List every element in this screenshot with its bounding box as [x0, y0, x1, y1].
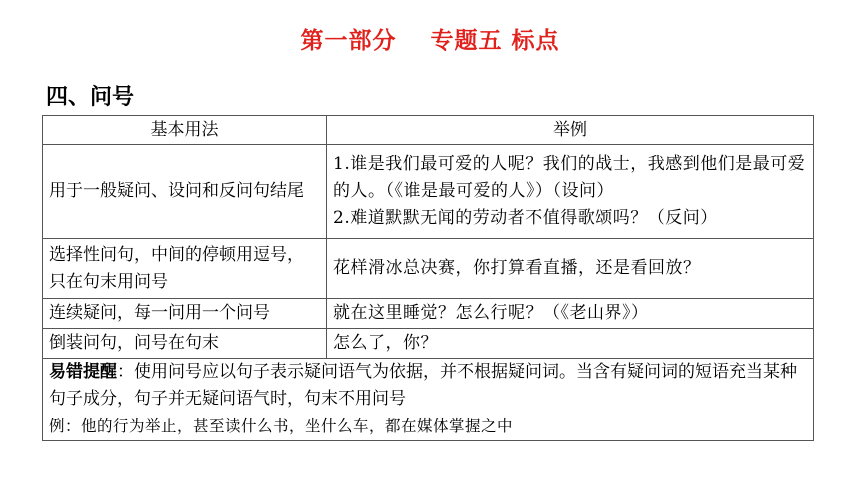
usage-cell: 选择性问句，中间的停顿用逗号，只在句末用问号: [43, 239, 327, 299]
column-header-example: 举例: [327, 116, 814, 145]
table-row: [43, 299, 814, 329]
example-cell: [327, 145, 814, 239]
title-part: 第一部分: [300, 28, 397, 54]
table-row: [43, 239, 814, 299]
page-title: [0, 22, 860, 55]
column-header-usage: 基本用法: [43, 116, 327, 145]
example-cell: 就在这里睡觉？怎么行呢？（《老山界》）: [327, 299, 814, 329]
table-row: [43, 329, 814, 359]
example-cell: 花样滑冰总决赛，你打算看直播，还是看回放？: [327, 239, 814, 299]
section-heading: 四、问号: [46, 85, 135, 110]
note-example: 例：他的行为举止，甚至读什么书，坐什么车，都在媒体掌握之中: [49, 417, 514, 435]
example-cell: 怎么了，你？: [327, 329, 814, 359]
example-line: 2.难道默默无闻的劳动者不值得歌颂吗？（反问）: [333, 208, 718, 228]
note-label: 易错提醒: [49, 362, 117, 382]
note-row: [43, 359, 814, 441]
table-header-row: [43, 116, 814, 145]
usage-table: [42, 115, 814, 441]
usage-cell: 连续疑问，每一问用一个问号: [43, 299, 327, 329]
usage-cell: 用于一般疑问、设问和反问句结尾: [43, 145, 327, 239]
note-text: [49, 359, 807, 413]
note-body: ：使用问号应以句子表示疑问语气为依据，并不根据疑问词。当含有疑问词的短语充当某种句子成分，句子并无疑问语气时，句末不用问号: [49, 362, 797, 409]
usage-cell: 倒装问句，问号在句末: [43, 329, 327, 359]
table-row: [43, 145, 814, 239]
note-cell: [43, 359, 814, 441]
title-topic: 专题五 标点: [430, 28, 560, 54]
example-line: 1.谁是我们最可爱的人呢？我们的战士，我感到他们是最可爱的人。（《谁是最可爱的人》）（设问）: [333, 154, 806, 201]
